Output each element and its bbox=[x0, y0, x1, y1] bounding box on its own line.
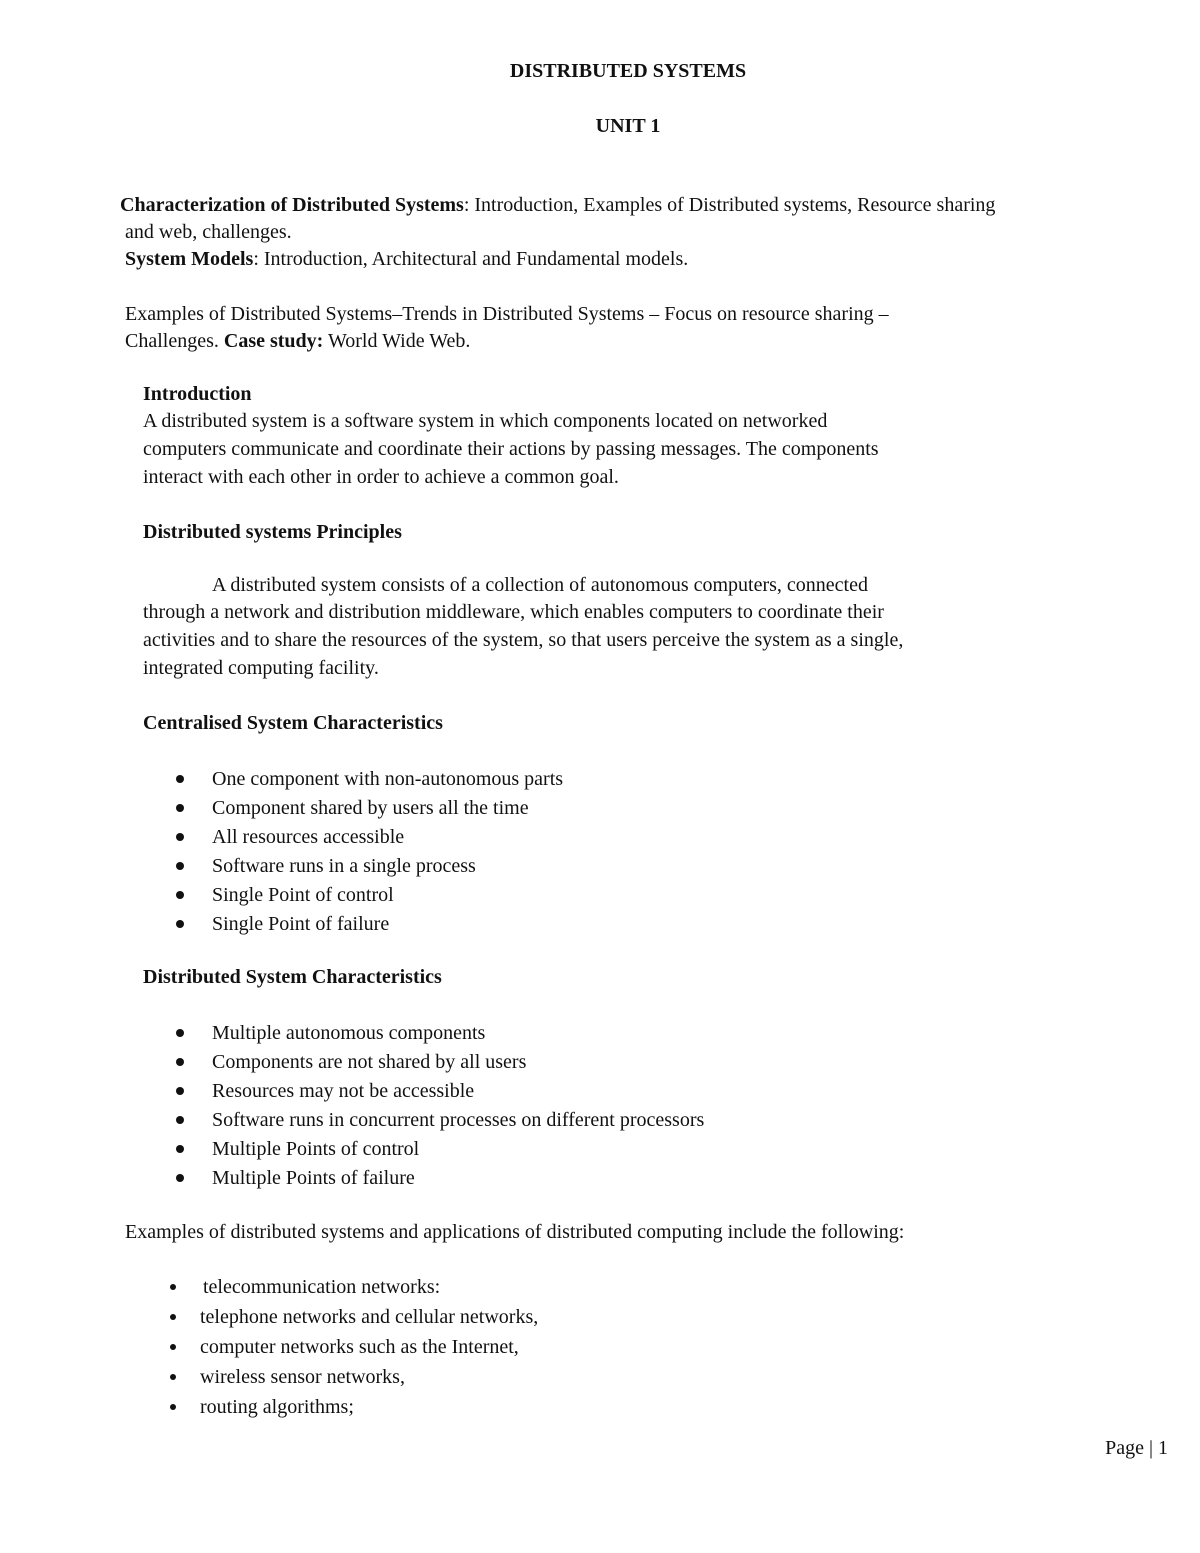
principles-line-2: through a network and distribution middleware, which enables computers to coordinate their bbox=[143, 601, 884, 623]
bullet-icon bbox=[176, 862, 184, 870]
centralised-heading: Centralised System Characteristics bbox=[143, 712, 443, 734]
list-item: One component with non-autonomous parts bbox=[212, 765, 563, 794]
bullet-icon bbox=[176, 833, 184, 841]
bullet-icon bbox=[170, 1314, 176, 1320]
list-item: Single Point of failure bbox=[212, 910, 563, 939]
syllabus-topic-system-models: System Models bbox=[125, 248, 254, 270]
list-item: telecommunication networks: bbox=[200, 1272, 538, 1302]
bullet-icon bbox=[176, 775, 184, 783]
principles-heading: Distributed systems Principles bbox=[143, 521, 402, 543]
introduction-line-2: computers communicate and coordinate their actions by passing messages. The components bbox=[143, 438, 879, 460]
syllabus-topic-system-models-details: : Introduction, Architectural and Fundamental models. bbox=[253, 248, 689, 270]
syllabus-topic-characterization-details: : Introduction, Examples of Distributed systems, Resource sharing bbox=[463, 194, 996, 216]
case-study-label: Case study: bbox=[223, 330, 324, 352]
centralised-characteristics-list bbox=[212, 765, 563, 939]
overview-challenges: Challenges. bbox=[125, 330, 224, 352]
bullet-icon bbox=[170, 1404, 176, 1410]
list-item: telephone networks and cellular networks, bbox=[200, 1302, 538, 1332]
bullet-icon bbox=[170, 1344, 176, 1350]
bullet-icon bbox=[176, 1058, 184, 1066]
introduction-line-1: A distributed system is a software system in which components located on networked bbox=[143, 410, 828, 432]
list-item: routing algorithms; bbox=[200, 1392, 538, 1422]
overview-line-1: Examples of Distributed Systems–Trends in Distributed Systems – Focus on resource sharing – bbox=[125, 303, 889, 325]
introduction-paragraph bbox=[143, 407, 1038, 491]
introduction-line-3: interact with each other in order to achieve a common goal. bbox=[143, 466, 619, 488]
list-item: Component shared by users all the time bbox=[212, 794, 563, 823]
distributed-characteristics-list bbox=[212, 1019, 704, 1193]
bullet-icon bbox=[170, 1374, 176, 1380]
bullet-icon bbox=[176, 920, 184, 928]
principles-line-3: activities and to share the resources of the system, so that users perceive the system as a single, bbox=[143, 629, 904, 651]
principles-line-4: integrated computing facility. bbox=[143, 657, 379, 679]
overview-line-2 bbox=[125, 327, 470, 355]
list-item: Resources may not be accessible bbox=[212, 1077, 704, 1106]
bullet-icon bbox=[176, 804, 184, 812]
list-item: computer networks such as the Internet, bbox=[200, 1332, 538, 1362]
list-item: Single Point of control bbox=[212, 881, 563, 910]
syllabus-line-3 bbox=[125, 245, 688, 273]
bullet-icon bbox=[176, 1029, 184, 1037]
case-study-topic: World Wide Web. bbox=[323, 330, 471, 352]
page-number: Page | 1 bbox=[1105, 1437, 1168, 1459]
bullet-icon bbox=[170, 1284, 176, 1290]
bullet-icon bbox=[176, 1174, 184, 1182]
list-item: Components are not shared by all users bbox=[212, 1048, 704, 1077]
bullet-icon bbox=[176, 891, 184, 899]
examples-intro: Examples of distributed systems and applications of distributed computing include the following: bbox=[125, 1221, 905, 1243]
bullet-icon bbox=[176, 1087, 184, 1095]
unit-title: UNIT 1 bbox=[595, 115, 661, 137]
introduction-heading: Introduction bbox=[143, 383, 252, 405]
list-item: Software runs in a single process bbox=[212, 852, 563, 881]
list-item: Multiple Points of control bbox=[212, 1135, 704, 1164]
list-item: wireless sensor networks, bbox=[200, 1362, 538, 1392]
syllabus-line-1 bbox=[120, 191, 995, 219]
principles-line-1: A distributed system consists of a collection of autonomous computers, connected bbox=[212, 574, 868, 596]
bullet-icon bbox=[176, 1145, 184, 1153]
list-item: Software runs in concurrent processes on different processors bbox=[212, 1106, 704, 1135]
list-item: All resources accessible bbox=[212, 823, 563, 852]
document-title: DISTRIBUTED SYSTEMS bbox=[509, 60, 747, 82]
list-item: Multiple Points of failure bbox=[212, 1164, 704, 1193]
examples-list bbox=[200, 1272, 538, 1422]
syllabus-topic-characterization: Characterization of Distributed Systems bbox=[120, 194, 464, 216]
distributed-heading: Distributed System Characteristics bbox=[143, 966, 442, 988]
syllabus-line-2: and web, challenges. bbox=[125, 221, 292, 243]
list-item: Multiple autonomous components bbox=[212, 1019, 704, 1048]
bullet-icon bbox=[176, 1116, 184, 1124]
